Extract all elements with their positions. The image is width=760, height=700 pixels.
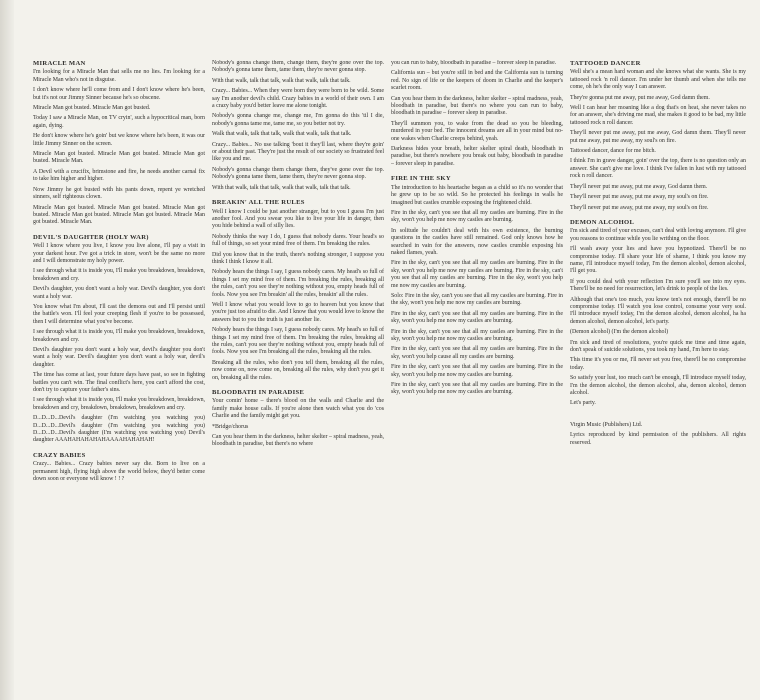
lyrics-column-3 [391, 60, 563, 682]
permission-notice: Lyrics reproduced by kind permission of the publishers. All rights reserved. [570, 432, 746, 446]
lyric-stanza: They'll never put me away, put me away, God damn them. They'll never put me away, put me away, my soul's on fire. [570, 130, 746, 144]
lyric-stanza: Fire in the sky, can't you see that all my castles are burning. Fire in the sky, won't you help me now my castles are burning. [391, 209, 563, 224]
lyric-stanza: Darkness hides your breath, helter skelter spiral death, bloodbath in paradise, but there's nowhere you break out baby, bloodbath in paradise – forever sleep in paradise. [391, 146, 563, 167]
lyric-stanza: Well I know I could be just another stranger, but to you I guess I'm just another fool. And you swear you like to live your life in danger, then you hide behind a wall of silly lies. [212, 208, 384, 230]
lyric-stanza: Fire in the sky, can't you see that all my castles are burning. Fire in the sky, won't you help me now my castles are burning. Fire in the sky, can't you see that all my castles are burning. Fire in the sky, won't you help me now my castles are burning. [391, 260, 563, 289]
lyric-stanza: I don't know where he'll come from and I don't know where he's been, but it's not our Jimmy Sinner because he's so obscene. [33, 87, 205, 101]
lyric-stanza: Tattooed dancer, dance for me bitch. [570, 148, 656, 155]
lyric-stanza: In solitude he couldn't deal with his own existence, the burning questions in the castles have still remained. God only knows how he searched in vain for the answers, now castles crumble exposing his naked flames, yeah. [391, 227, 563, 256]
song-block [33, 234, 205, 445]
lyric-stanza: So satisfy your lust, too much can't be enough, I'll introduce myself today, I'm the demon alcohol, the demon alcohol, aha, demon alcohol, demon alcohol. [570, 375, 746, 397]
lyric-stanza: Can you hear them in the darkness, helter skelter – spiral madness, yeah, bloodbath in paradise, but there's no where [212, 434, 384, 448]
song-block [391, 175, 563, 397]
lyric-stanza: Let's party. [570, 400, 596, 407]
lyric-stanza: I see through what it is inside you, I'll make you breakdown, breakdown, breakdown and cry. [33, 268, 205, 282]
lyric-stanza: Well I know where you live, I know you live alone, I'll pay a visit in your darkest hour. I've got a trick in store, won't be the same no more and I will demonstrate my holy power. [33, 243, 205, 264]
publisher-name: Virgin Music (Publishers) Ltd. [570, 421, 643, 428]
lyric-stanza: Well she's a mean hard woman and she knows what she wants. She is my tattooed rock 'n roll dancer. I'm under her thumb and when she tells me come, oh he's the only way I can answer. [570, 69, 746, 91]
page-fold [0, 0, 14, 700]
song-block [33, 60, 205, 227]
song-block [212, 199, 384, 382]
lyric-stanza: They'll never put me away, put me away, my soul's on fire. [570, 194, 709, 201]
song-title: DEVIL'S DAUGHTER (HOLY WAR) [33, 233, 149, 241]
lyric-stanza: Fire in the sky, can't you see that all my castles are burning. Fire in the sky, won't you help me now my castles are burning. [391, 310, 563, 325]
lyric-stanza: I'm sick and tired of resolutions, you're quick me time and time again, don't speak of suicide solutions, you took my hand, I'm here to stay. [570, 339, 746, 353]
lyric-stanza: Nobody thinks the way I do, I guess that nobody dares. Your head's so full of things, so set your mind free of them. I'm breaking the rules. [212, 233, 384, 248]
lyric-stanza: Well I know what you would love to go to heaven but you know that you're just too afraid to die. And I know that you would love to know the answers but to you the truth is just another lie. [212, 301, 384, 323]
lyric-stanza: I think I'm in grave danger, goin' over the top, there is no question only an answer. She can't give me love. I think I've fallen in lust with my tattooed rock n roll dancer. [570, 158, 746, 180]
lyric-stanza: Nobody's gonna change them change them, they've gone over the top. Nobody's gonna tame them, tame them, they're never gonna stop. [212, 166, 384, 181]
song-title: MIRACLE MAN [33, 60, 86, 67]
lyric-stanza: Crazy... Babies... Crazy babies never say die. Born to live on a permanent high, flying high above the world below, they'd better come down soon or everyone will know ! ! ? [33, 461, 205, 483]
song-title: CRAZY BABIES [33, 451, 86, 459]
lyric-stanza: *Bridge/chorus [212, 423, 249, 430]
song-block [570, 219, 746, 408]
lyric-stanza: I'm sick and tired of your excuses, can't deal with loving anymore. I'll give you reasons to continue while you lie writhing on the floor. [570, 228, 746, 242]
lyric-stanza: Walk that walk, talk that talk, walk that walk, talk that talk. [212, 131, 352, 138]
lyric-stanza: You know what I'm about, I'll cast the demons out and I'll persist until the battle's won. I'll feel your creeping flesh if you're to be possessed, then I will determine what you've become. [33, 303, 205, 325]
lyric-stanza: Now Jimmy he got busted with his pants down, repent ye wretched sinners, self righteous clown. [33, 186, 205, 201]
lyric-stanza: Breaking all the rules, who don't you tell them, breaking all the rules, now come on, now come on, breaking all the rules, why don't you get it on, breaking all the rules. [212, 359, 384, 381]
song-block [212, 60, 384, 192]
lyric-stanza: They'll never put me away, put me away, God damn them. [570, 183, 708, 190]
lyric-stanza: California sun – but you're still in bed and the California sun is turning red. No sign of life or the keepers of doom in Charlie and the keeper's scarlet room. [391, 70, 563, 92]
lyric-stanza: Can you hear them in the darkness, helter skelter – spiral madness, yeah, bloodbath in paradise, but there's no where you can run to baby, bloodbath in paradise – forever sleep in paradise. [391, 95, 563, 117]
lyric-stanza: Crazy... Babies... When they were born they were born to be wild. Some say I'm another devil's child. Crazy babies in a world of their own. I am a crazy baby you'd better leave me alone tonight. [212, 88, 384, 110]
lyric-stanza: If you could deal with your reflection I'm sure you'll see into my eyes. There'll be no need for resurrection, let's drink to people of the lies. [570, 278, 746, 293]
lyric-stanza: With that walk, talk that talk, walk that walk, talk that talk. [212, 184, 351, 191]
lyric-stanza: I see through what it is inside you, I'll make you breakdown, breakdown, breakdown and cry. [33, 329, 205, 343]
lyric-stanza: Today I saw a Miracle Man, on TV cryin', such a hypocritical man, born again, dying. [33, 115, 205, 129]
lyric-stanza: They're gonna put me away, put me away, God damn them. [570, 94, 710, 101]
lyric-stanza: Miracle Man got busted. Miracle Man got busted. Miracle Man got busted. Miracle Man got busted. Miracle Man got busted. Miracle Man got busted. Miracle Man. [33, 204, 205, 226]
lyric-stanza: I see through what it is inside you, I'll make you breakdown, breakdown, breakdown and cry, breakdown, breakdown, breakdown and cry. [33, 397, 205, 411]
lyric-stanza: They'll summon you, to wake from the dead so you be bleeding, murdered in your bed. The innocent dreams are all in your mind but no-one wakes when Charlie creeps behind, yeah. [391, 120, 563, 142]
lyric-stanza: Solo: Fire in the sky, can't you see that all my castles are burning. Fire in the sky, won't you help me now my castles are burning. [391, 292, 563, 307]
lyric-stanza: This time it's you or me, I'll never set you free, there'll be no compromise today. [570, 357, 746, 371]
lyric-stanza: Did you know that in the truth, there's nothing stronger, I suppose you think I think I know it all. [212, 251, 384, 265]
song-block [391, 60, 563, 168]
song-block [33, 452, 205, 484]
song-block [570, 60, 746, 212]
lyric-stanza: A Devil with a crucifix, brimstone and fire, he needs another carnal fix to take him higher and higher. [33, 168, 205, 183]
lyric-stanza: Devil's daughter you don't want a holy war, devil's daughter you don't want a holy war. Devil's daughter you don't want a holy war, devil's daughter. [33, 347, 205, 368]
lyric-stanza: He don't know where he's goin' but we know where he's been, it was our little Jimmy Sinner on the screen. [33, 133, 205, 147]
lyric-stanza: Nobody's gonna change me, change me, I'm gonna do this 'til I die, nobody's gonna tame me, tame me, so you better not try. [212, 113, 384, 127]
song-title: BREAKIN' ALL THE RULES [212, 199, 305, 207]
lyric-stanza: Nobody hears the things I say, I guess nobody cares. My head's so full of things I set my mind free of them. I'm breaking the rules, breaking all the rules, can't you see they're nothing without you, empty heads full of fools. Now you see I'm breakin' all the rules, breakin' all the rules. [212, 269, 384, 298]
song-block [212, 389, 384, 449]
lyric-stanza: (Demon alcohol) (I'm the demon alcohol) [570, 329, 669, 336]
lyrics-column-2 [212, 60, 384, 682]
publisher-credit [570, 422, 746, 447]
lyric-stanza: Miracle Man got busted. Miracle Man got busted. [33, 105, 151, 112]
lyrics-column-4 [570, 60, 746, 682]
lyric-stanza: Well I can hear her moaning like a dog that's on heat, she never takes no for an answer, she's driving me mad, she makes it good to be bad, my little tattooed rock n roll dancer. [570, 105, 746, 126]
lyric-stanza: Crazy... Babies... No use talking 'bout it they'll last, where they're goin' or about their past. They're just the result of our society so frustrated feel like you and me. [212, 141, 384, 163]
lyric-stanza: I'll wash away your lies and have you hypnotized. There'll be no compromise today. I'll share your life of shame, I think you know my name, I'll introduce myself today, I'm the demon alcohol, demon alcohol, I'll get you. [570, 246, 746, 275]
song-title: DEMON ALCOHOL [570, 218, 635, 226]
lyric-stanza: Fire in the sky, can't you see that all my castles are burning. Fire in the sky, won't you help cause all my castles are burning. [391, 346, 563, 360]
lyric-stanza: They'll never put me away, put me away, my soul's on fire. [570, 204, 709, 211]
lyric-stanza: Nobody's gonna change them, change them, they're gone over the top. Nobody's gonna tame them, tame them, they're never gonna stop. [212, 60, 384, 74]
lyrics-column-1 [33, 60, 205, 682]
song-title: TATTOOED DANCER [570, 60, 641, 67]
lyric-stanza: With that walk, talk that talk, walk that walk, talk that talk. [212, 77, 351, 84]
lyric-stanza: Although that one's too much, you know ten's not enough, there'll be no compromise today. I'll watch you lose control, consume your very soul. I'll introduce myself today, I'm the demon alcohol, demon alcohol, ha ha demon alcohol, demon alcohol, let's party. [570, 296, 746, 325]
song-title: BLOODBATH IN PARADISE [212, 389, 305, 397]
lyric-stanza: Fire in the sky, can't you see that all my castles are burning. Fire in the sky, won't you help me now my castles are burning. [391, 382, 563, 396]
lyric-stanza: Your comin' home – there's blood on the walls and Charlie and the family make house calls. If you're alone then watch what you do 'cos Charlie and the family might get you. [212, 398, 384, 420]
lyric-stanza: Devil's daughter, you don't want a holy war. Devil's daughter, you don't want a holy war. [33, 286, 205, 300]
song-title: FIRE IN THE SKY [391, 175, 451, 183]
lyric-stanza: you can run to baby, bloodbath in paradise – forever sleep in paradise. [391, 60, 557, 66]
lyric-stanza: Fire in the sky, can't you see that all my castles are burning. Fire in the sky, won't you help me now my castles are burning. [391, 328, 563, 342]
lyric-stanza: The introduction to his heartache began as a child so it's no wonder that he grew up to be so wild. So he protected his feelings in walls he imagined but castles crumble exposing the frightened child. [391, 184, 563, 206]
lyric-stanza: D...D...D...Devil's daughter (I'm watching you watching you) D...D...D...Devil's daughter (I'm watching you watching you) D...D...D...Devil's daughter (I'm watching you watching you) Devil's daughter AAAHAHAHAHAHAAAAHAHAHAH! [33, 415, 205, 444]
lyric-stanza: The time has come at last, your future days have past, so see in fighting battles you can't win. The final conflict's here, you can't afford the cost, don't try to capture your father's sins. [33, 372, 205, 394]
lyric-stanza: Fire in the sky, can't you see that all my castles are burning. Fire in the sky, won't you help me now my castles are burning. [391, 364, 563, 378]
lyric-stanza: Miracle Man got busted. Miracle Man got busted. Miracle Man got busted. Miracle Man. [33, 151, 205, 165]
lyric-stanza: I'm looking for a Miracle Man that sells me no lies. I'm looking for a Miracle Man who's not in disguise. [33, 69, 205, 83]
lyric-stanza: Nobody hears the things I say, I guess nobody cares. My head's so full of things I set my mind free of them. I'm breaking the rules, breaking all the rules, can't you see they're nothing without you, empty heads full of fools. Now you see I'm breaking all the rules, breaking all the rules. [212, 327, 384, 356]
